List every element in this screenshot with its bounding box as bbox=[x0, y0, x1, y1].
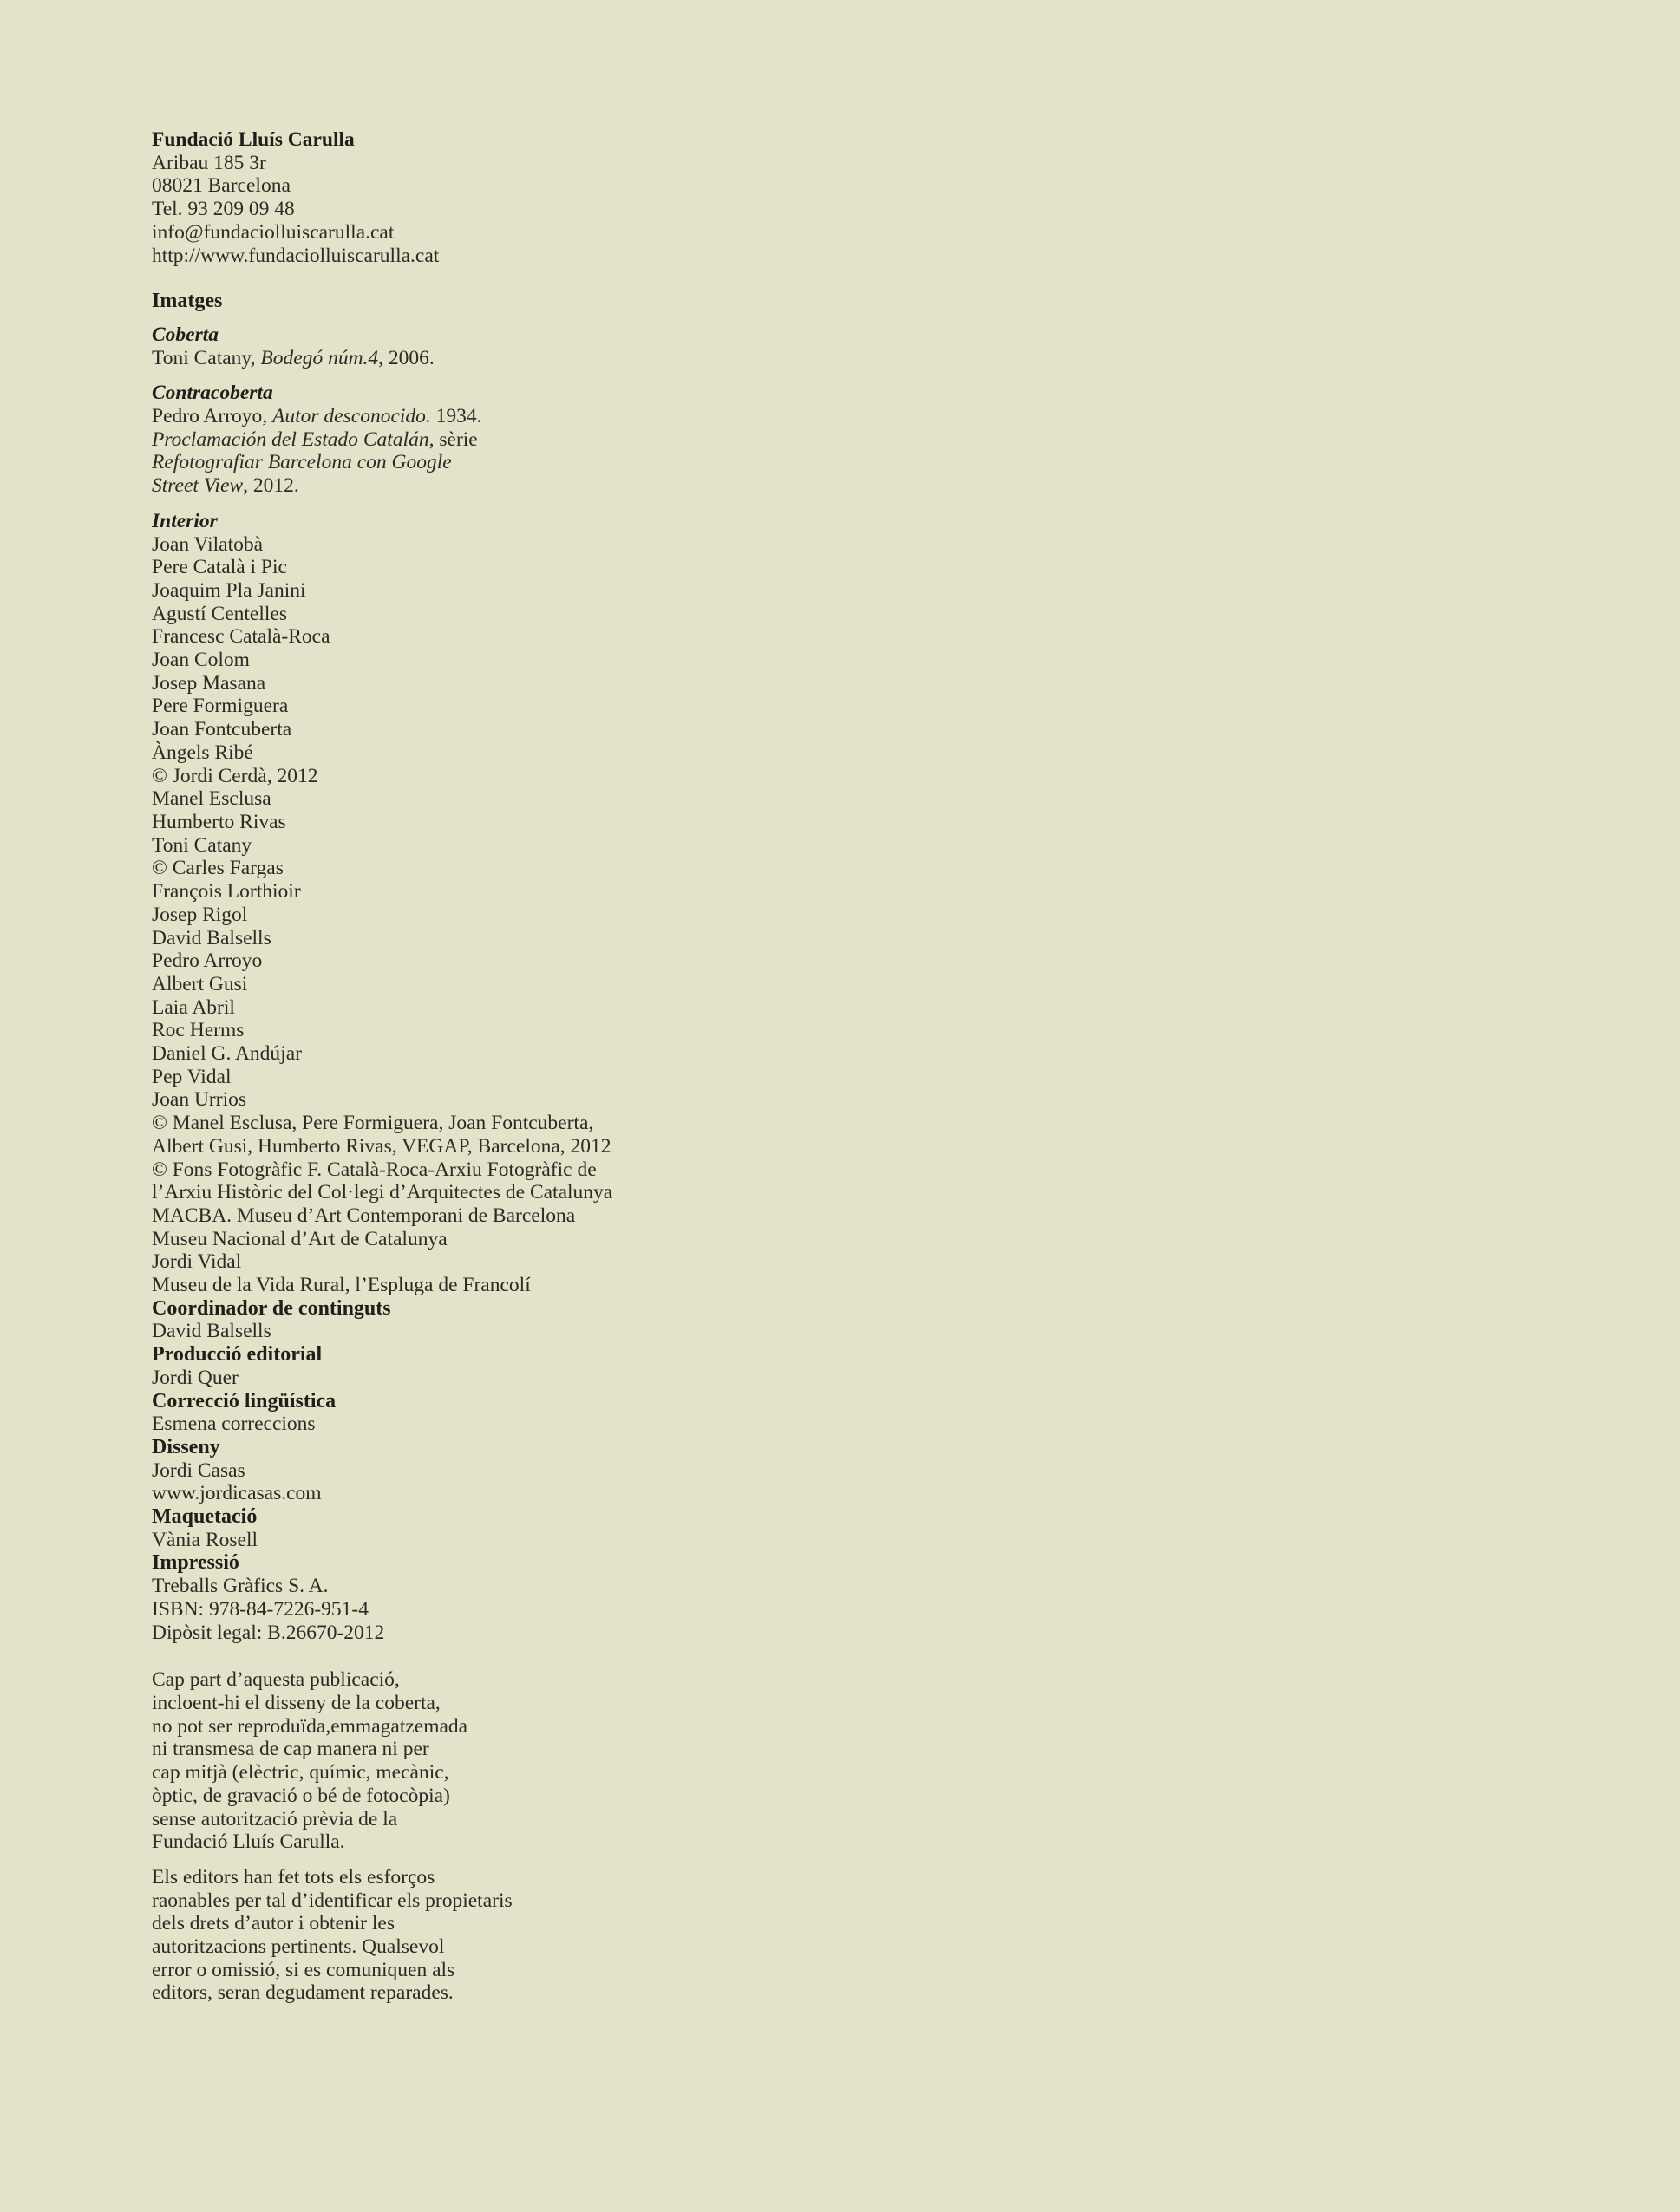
list-item: l’Arxiu Històric del Col·legi d’Arquitectes de Catalunya bbox=[152, 1181, 613, 1204]
list-item: Pep Vidal bbox=[152, 1065, 232, 1088]
back-cover-work-3a: Refotografiar Barcelona con Google bbox=[152, 451, 452, 474]
list-item: Joan Fontcuberta bbox=[152, 718, 292, 741]
list-item: Pedro Arroyo bbox=[152, 949, 263, 973]
list-item: © Fons Fotogràfic F. Català-Roca-Arxiu Fotogràfic de bbox=[152, 1158, 597, 1181]
list-item: © Jordi Cerdà, 2012 bbox=[152, 764, 318, 787]
list-item: Josep Rigol bbox=[152, 903, 248, 926]
publisher-city: 08021 Barcelona bbox=[152, 174, 291, 198]
list-item: Toni Catany bbox=[152, 833, 252, 857]
credit-label-printing: Impressió bbox=[152, 1551, 239, 1575]
interior-list bbox=[152, 533, 846, 1297]
notice-line: Els editors han fet tots els esforços bbox=[152, 1865, 435, 1889]
list-item: Joaquim Pla Janini bbox=[152, 578, 306, 602]
credit-label-layout: Maquetació bbox=[152, 1505, 258, 1529]
list-item: Jordi Vidal bbox=[152, 1250, 242, 1274]
list-item: © Carles Fargas bbox=[152, 857, 284, 880]
notice-line: òptic, de gravació o bé de fotocòpia) bbox=[152, 1784, 450, 1807]
back-cover-credit-line-1 bbox=[152, 405, 846, 428]
notice-line: sense autorització prèvia de la bbox=[152, 1807, 398, 1830]
notice-line: Fundació Lluís Carulla. bbox=[152, 1830, 345, 1854]
notice-line: cap mitjà (elèctric, químic, mecànic, bbox=[152, 1761, 449, 1785]
credit-value: David Balsells bbox=[152, 1320, 271, 1343]
list-item: Josep Masana bbox=[152, 671, 266, 695]
legal-deposit: Dipòsit legal: B.26670-2012 bbox=[152, 1621, 385, 1644]
list-item: Museu de la Vida Rural, l’Espluga de Francolí bbox=[152, 1274, 531, 1297]
credit-value: Jordi Quer bbox=[152, 1366, 239, 1389]
back-cover-work-2: Proclamación del Estado Catalán bbox=[152, 427, 429, 451]
list-item: François Lorthioir bbox=[152, 880, 301, 904]
cover-year: , 2006. bbox=[378, 346, 435, 369]
list-item: Laia Abril bbox=[152, 995, 235, 1019]
list-item: Humberto Rivas bbox=[152, 810, 286, 833]
cover-author: Toni Catany, bbox=[152, 346, 261, 369]
images-section bbox=[152, 290, 846, 1297]
publisher-name: Fundació Lluís Carulla bbox=[152, 128, 355, 151]
back-cover-series: , sèrie bbox=[428, 427, 478, 451]
notice-line: no pot ser reproduïda,emmagatzemada bbox=[152, 1714, 468, 1738]
images-heading: Imatges bbox=[152, 290, 223, 313]
list-item: Albert Gusi, Humberto Rivas, VEGAP, Barcelona, 2012 bbox=[152, 1134, 611, 1158]
cover-label: Coberta bbox=[152, 323, 219, 346]
notice-line: raonables per tal d’identificar els propietaris bbox=[152, 1889, 513, 1912]
back-cover-credit-line-3 bbox=[152, 451, 846, 474]
list-item: MACBA. Museu d’Art Contemporani de Barcelona bbox=[152, 1204, 576, 1227]
notice-line: error o omissió, si es comuniquen als bbox=[152, 1958, 455, 1981]
list-item: Joan Colom bbox=[152, 649, 250, 672]
publisher-address: Aribau 185 3r bbox=[152, 151, 266, 174]
credit-value: Vània Rosell bbox=[152, 1528, 258, 1551]
notice-line: autoritzacions pertinents. Qualsevol bbox=[152, 1935, 445, 1959]
credits-section bbox=[152, 1297, 846, 1645]
credit-label-proofreading: Correcció lingüística bbox=[152, 1389, 337, 1413]
list-item: Joan Vilatobà bbox=[152, 532, 264, 556]
list-item: © Manel Esclusa, Pere Formiguera, Joan Fontcuberta, bbox=[152, 1112, 594, 1135]
publisher-block bbox=[152, 128, 846, 267]
list-item: Joan Urrios bbox=[152, 1088, 246, 1112]
publisher-email: info@fundaciolluiscarulla.cat bbox=[152, 220, 395, 244]
notice-line: editors, seran degudament reparades. bbox=[152, 1981, 454, 2005]
publisher-website: http://www.fundaciolluiscarulla.cat bbox=[152, 244, 440, 267]
back-cover-credit-line-4 bbox=[152, 474, 846, 498]
interior-label: Interior bbox=[152, 509, 218, 532]
credit-label-editorial-production: Producció editorial bbox=[152, 1343, 323, 1367]
notice-line: Cap part d’aquesta publicació, bbox=[152, 1668, 400, 1692]
editors-notice bbox=[152, 1866, 846, 2005]
credit-label-design: Disseny bbox=[152, 1435, 220, 1458]
list-item: Museu Nacional d’Art de Catalunya bbox=[152, 1227, 448, 1250]
back-cover-work-1: Autor desconocido. bbox=[272, 405, 431, 428]
list-item: Pere Formiguera bbox=[152, 695, 289, 718]
credit-value: Esmena correccions bbox=[152, 1413, 316, 1436]
list-item: Albert Gusi bbox=[152, 972, 248, 995]
cover-work: Bodegó núm.4 bbox=[260, 346, 379, 369]
back-cover-year-2: , 2012. bbox=[243, 474, 299, 498]
back-cover-work-3b: Street View bbox=[152, 474, 244, 498]
list-item: Manel Esclusa bbox=[152, 787, 271, 811]
publisher-phone: Tel. 93 209 09 48 bbox=[152, 198, 295, 221]
credit-value: www.jordicasas.com bbox=[152, 1482, 322, 1505]
notice-line: incloent-hi el disseny de la coberta, bbox=[152, 1692, 441, 1714]
back-cover-label: Contracoberta bbox=[152, 382, 273, 405]
copyright-notice bbox=[152, 1668, 846, 1854]
notice-line: dels drets d’autor i obtenir les bbox=[152, 1912, 395, 1935]
list-item: Francesc Català-Roca bbox=[152, 625, 330, 649]
back-cover-credit-line-2 bbox=[152, 428, 846, 452]
back-cover-author: Pedro Arroyo, bbox=[152, 405, 273, 428]
list-item: Agustí Centelles bbox=[152, 602, 287, 625]
list-item: Daniel G. Andújar bbox=[152, 1042, 302, 1066]
credit-label-content-coordinator: Coordinador de continguts bbox=[152, 1296, 391, 1320]
notice-line: ni transmesa de cap manera ni per bbox=[152, 1738, 429, 1761]
credit-value: Jordi Casas bbox=[152, 1458, 245, 1482]
list-item: Roc Herms bbox=[152, 1019, 245, 1042]
cover-credit bbox=[152, 347, 846, 370]
back-cover-year-1: 1934. bbox=[430, 405, 482, 428]
list-item: Pere Català i Pic bbox=[152, 556, 287, 579]
credit-value: Treballs Gràfics S. A. bbox=[152, 1575, 329, 1598]
isbn: ISBN: 978-84-7226-951-4 bbox=[152, 1597, 369, 1621]
list-item: Àngels Ribé bbox=[152, 741, 253, 764]
colophon-page bbox=[152, 128, 846, 2005]
list-item: David Balsells bbox=[152, 926, 271, 949]
